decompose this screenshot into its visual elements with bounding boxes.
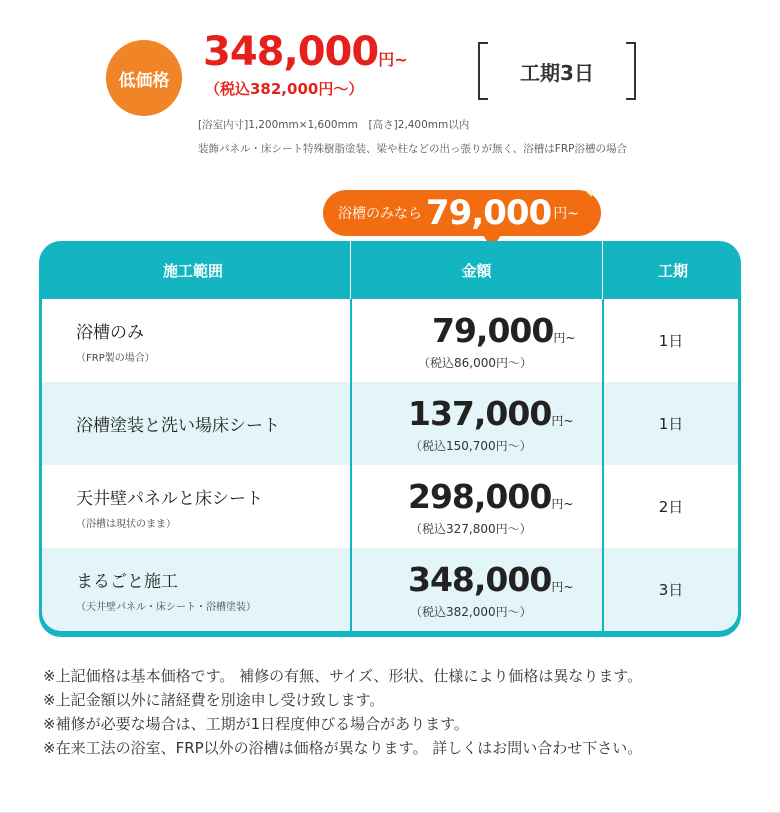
- price-table: [39, 241, 741, 637]
- scope-note: （FRP製の場合）: [76, 352, 155, 364]
- table-header: [39, 241, 741, 299]
- callout-price: 79,000: [426, 193, 552, 233]
- header-period: 工期: [657, 261, 688, 280]
- spec-conditions: 装飾パネル・床シート特殊樹脂塗装、梁や柱などの出っ張りが無く、浴槽はFRP浴槽の場合: [198, 143, 627, 155]
- scope-note: （天井壁パネル・床シート・浴槽塗装）: [76, 601, 256, 613]
- price-tax: （税込86,000円～）: [418, 356, 532, 370]
- price-value: [432, 311, 575, 350]
- price-number: 348,000: [408, 560, 552, 599]
- period-cell: 1日: [658, 332, 684, 350]
- price-tax: （税込382,000円～）: [410, 605, 532, 619]
- scope-cell: [42, 548, 349, 631]
- note-item: ※補修が必要な場合は、工期が1日程度伸びる場合があります。: [43, 715, 469, 733]
- price-value: [408, 477, 573, 516]
- right-bracket: [626, 42, 636, 100]
- price-number: 137,000: [408, 394, 552, 433]
- price-cell: [350, 382, 604, 465]
- price-tax: （税込327,800円～）: [410, 522, 532, 536]
- construction-period-box: [478, 42, 636, 100]
- low-price-badge: 低価格: [106, 40, 182, 116]
- note-item: ※上記価格は基本価格です。 補修の有無、サイズ、形状、仕様により価格は異なります。: [43, 667, 643, 685]
- callout-suffix: 円~: [553, 206, 579, 222]
- price-value: [408, 394, 573, 433]
- header-price: 金額: [350, 241, 603, 299]
- price-cell: [350, 299, 604, 382]
- price-cell: [350, 465, 604, 548]
- price-tax: （税込150,700円～）: [410, 439, 532, 453]
- period-cell: 1日: [658, 415, 684, 433]
- scope-note: （浴槽は現状のまま）: [76, 518, 176, 530]
- table-row: [42, 299, 738, 382]
- callout-label: 浴槽のみなら: [338, 206, 422, 222]
- scope-cell: [42, 299, 349, 382]
- price-suffix: 円~: [551, 414, 574, 428]
- header-scope: 施工範囲: [162, 261, 223, 280]
- scope-name: 天井壁パネルと床シート: [76, 488, 263, 509]
- period-cell: 2日: [658, 498, 684, 516]
- price-cell: [350, 548, 604, 631]
- left-bracket: [478, 42, 488, 100]
- price-suffix: 円~: [551, 497, 574, 511]
- price-suffix: 円~: [551, 580, 574, 594]
- price-number: 79,000: [432, 311, 554, 350]
- main-price-suffix: 円~: [378, 50, 408, 69]
- scope-cell: [42, 465, 349, 548]
- table-row: [42, 382, 738, 465]
- price-number: 298,000: [408, 477, 552, 516]
- scope-name: 浴槽のみ: [76, 322, 144, 343]
- scope-cell: [42, 382, 349, 465]
- notes: [43, 664, 773, 760]
- bathtub-only-callout: [323, 190, 601, 236]
- scope-name: まるごと施工: [76, 571, 178, 592]
- price-suffix: 円~: [553, 331, 576, 345]
- construction-period-label: 工期3日: [520, 60, 594, 85]
- main-price: [203, 30, 408, 82]
- scope-name: 浴槽塗装と洗い場床シート: [76, 416, 280, 436]
- spec-dimensions: [浴室内寸]1,200mm×1,600mm [高さ]2,400mm以内: [198, 119, 470, 131]
- main-price-value: 348,000: [203, 29, 379, 75]
- main-price-tax: （税込382,000円～）: [205, 80, 364, 98]
- price-value: [408, 560, 573, 599]
- table-row: [42, 465, 738, 548]
- sparkle-icon: ✦: [585, 186, 597, 202]
- table-row: [42, 548, 738, 631]
- note-item: ※在来工法の浴室、FRP以外の浴槽は価格が異なります。 詳しくはお問い合わせ下さい。: [43, 739, 643, 757]
- period-cell: 3日: [658, 581, 684, 599]
- note-item: ※上記金額以外に諸経費を別途申し受け致します。: [43, 691, 385, 709]
